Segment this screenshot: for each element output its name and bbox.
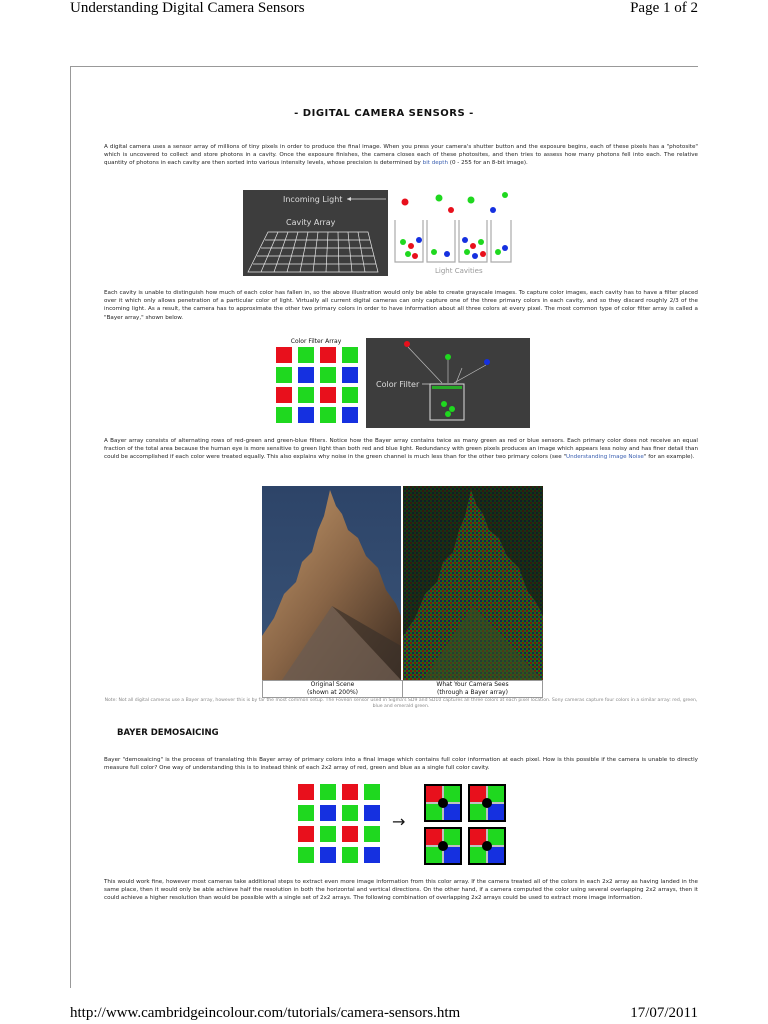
camera-sees-caption xyxy=(403,681,542,697)
paragraph-bayer-array-text-end: " for an example). xyxy=(643,454,695,461)
full-color-cell xyxy=(468,784,506,822)
paragraph-bayer-array-text: A Bayer array consists of alternating rows of red-green and green-blue filters. Notice how the Bayer array contains twice as many green as red or blue sensors. Each primary color does not receive an equal fraction of the total area because the human eye is more sensitive to green light than both red and blue light. Redundancy with green pixels produces an image which appears less noisy and has finer detail than could be accomplished if each color were treated equally. This also explains why noise in the green channel is much less than for the other two primary colors (see " xyxy=(104,438,698,461)
incoming-light-label: Incoming Light xyxy=(283,195,343,204)
section-heading-demosaicing: BAYER DEMOSAICING xyxy=(117,728,219,738)
light-cavities-diagram xyxy=(395,192,511,275)
document-title: Understanding Digital Camera Sensors xyxy=(70,0,305,16)
full-color-cell xyxy=(424,827,462,865)
paragraph-overlapping-arrays: This would work fine, however most cameras take additional steps to extract even more image information from this color array. If the camera treated all of the colors in each 2x2 array as having landed in the same place, then it would only be able achieve half the resolution in both the horizontal and vertical directions. On the other hand, if a camera computed the color using several overlapping 2x2 arrays, then it could achieve a higher resolution than would be possible with a single set of 2x2 arrays. The following combination of overlapping 2x2 arrays could be used to extract more image information. xyxy=(104,879,698,902)
cavity-array-label: Cavity Array xyxy=(286,218,336,227)
bayer-note: Note: Not all digital cameras use a Bayer array, however this is by far the most common setup. The Foveon sensor used in Sigma's SD9 and SD10 captures all three colors at each pixel location. Sony cameras capture four colors in a similar array: red, green, blue and emerald green. xyxy=(104,698,698,709)
light-cavities-label: Light Cavities xyxy=(435,267,483,275)
demosaic-bayer-grid xyxy=(298,784,384,864)
bayer-array-grid xyxy=(274,345,360,425)
bayer-view-photo xyxy=(403,486,543,680)
paragraph-intro xyxy=(104,143,698,168)
photo-captions xyxy=(262,680,543,698)
full-color-cell xyxy=(424,784,462,822)
cavity-array-figure xyxy=(243,190,513,276)
paragraph-color-filter: Each cavity is unable to distinguish how much of each color has fallen in, so the above illustration would only be able to create grayscale images. To capture color images, each cavity has to have a filter placed over it which only allows penetration of a particular color of light. Virtually all current digital cameras can only capture one of the three primary colors in each cavity, and so they discard roughly 2/3 of the incoming light. As a result, the camera has to approximate the other two primary colors in order to have information about all three colors at every pixel. The most common type of color filter array is called a "Bayer array," shown below. xyxy=(104,290,698,321)
frame-left-border xyxy=(70,66,71,988)
original-scene-photo xyxy=(262,486,401,680)
original-scene-caption-line2: (shown at 200%) xyxy=(307,689,358,696)
article-title: - DIGITAL CAMERA SENSORS - xyxy=(294,108,474,119)
paragraph-demosaicing: Bayer "demosaicing" is the process of translating this Bayer array of primary colors into a final image which contains full color information at each pixel. How is this possible if the camera is unable to directly measure full color? One way of understanding this is to instead think of each 2x2 array of red, green and blue as a single full color cavity. xyxy=(104,757,698,772)
color-filter-array-caption: Color Filter Array xyxy=(290,338,342,345)
demosaic-full-color-cells xyxy=(424,784,510,866)
paragraph-intro-text-end: (0 - 255 for an 8-bit image). xyxy=(448,160,528,167)
source-url[interactable]: http://www.cambridgeincolour.com/tutorials/camera-sensors.htm xyxy=(70,1005,461,1021)
camera-sees-caption-line2: (through a Bayer array) xyxy=(437,689,508,696)
original-scene-caption xyxy=(263,681,403,697)
camera-sees-caption-line1: What Your Camera Sees xyxy=(436,681,509,688)
page-number: Page 1 of 2 xyxy=(630,0,698,16)
paragraph-bayer-array xyxy=(104,437,698,462)
bit-depth-link[interactable]: bit depth xyxy=(422,160,448,167)
paragraph-intro-text: A digital camera uses a sensor array of millions of tiny pixels in order to produce the final image. When you press your camera's shutter button and the exposure begins, each of these pixels has a "photosite" which is uncovered to collect and store photons in a cavity. Once the exposure finishes, the camera closes each of these photosites, and then tries to assess how many photons fell into each. The relative quantity of photons in each cavity are then sorted into various intensity levels, whose precision is determined by xyxy=(104,144,698,167)
original-vs-bayer-photos xyxy=(262,486,543,680)
color-filter-diagram xyxy=(366,338,530,428)
original-scene-caption-line1: Original Scene xyxy=(310,681,355,688)
frame-top-border xyxy=(70,66,698,67)
image-noise-link[interactable]: Understanding Image Noise xyxy=(566,454,644,461)
print-date: 17/07/2011 xyxy=(630,1005,698,1021)
full-color-cell xyxy=(468,827,506,865)
color-filter-label: Color Filter xyxy=(376,380,420,389)
demosaic-arrow: → xyxy=(392,812,406,831)
